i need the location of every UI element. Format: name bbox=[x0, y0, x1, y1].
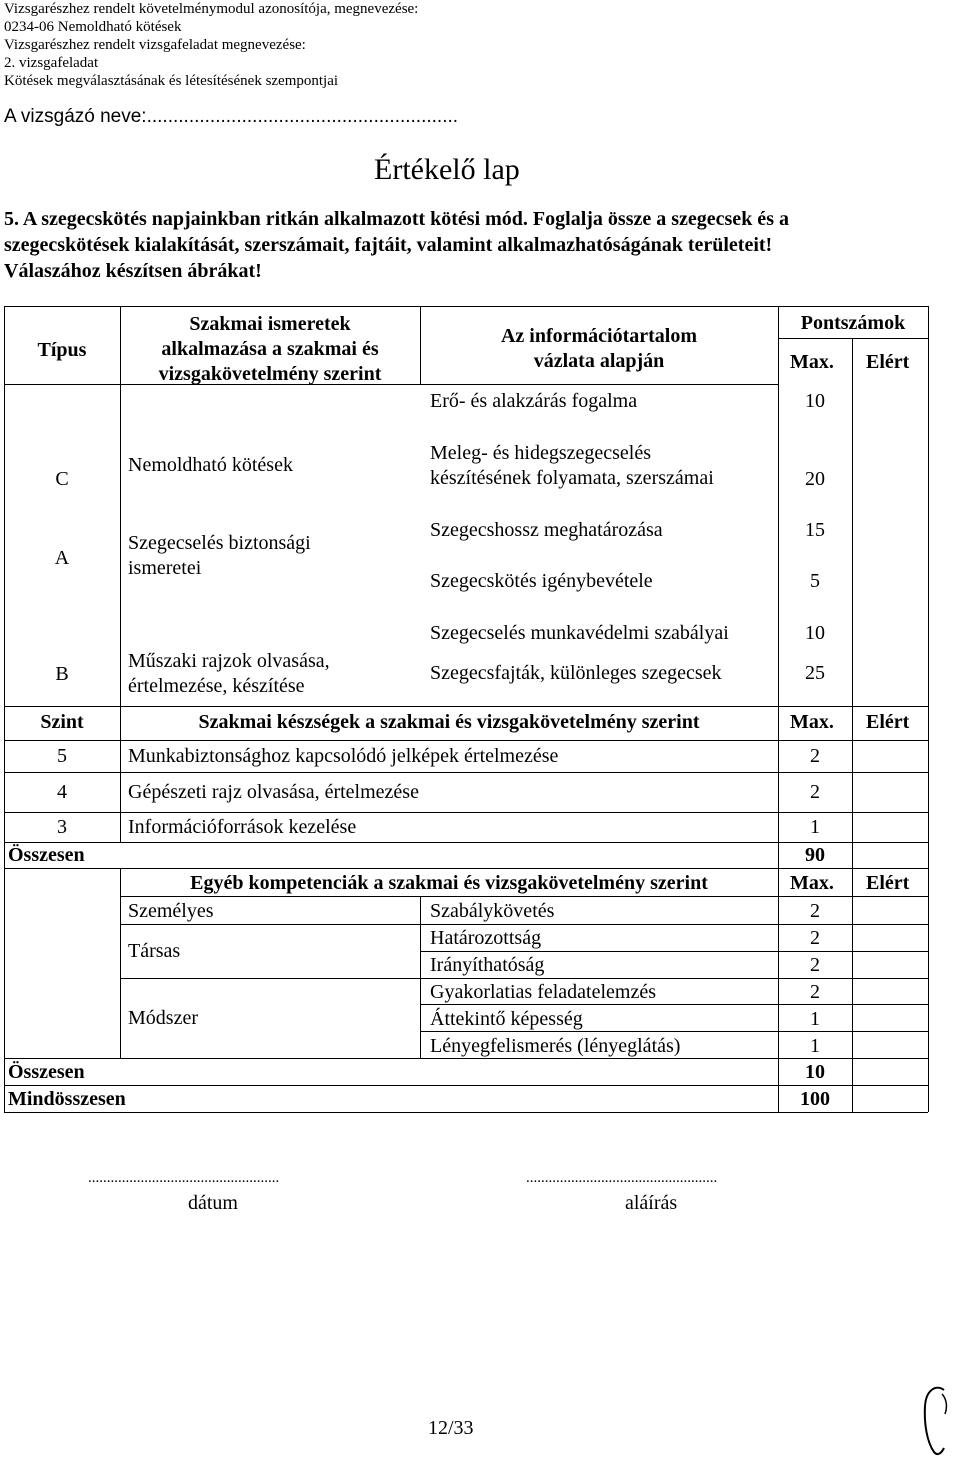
candidate-name-field: A vizsgázó neve:........................................................... bbox=[4, 106, 459, 127]
competency-item: Gyakorlatias feladatelemzés bbox=[430, 981, 656, 1003]
points-header: Pontszámok bbox=[800, 312, 906, 334]
comp-max-header: Max. bbox=[790, 872, 834, 894]
date-line: ................................................... bbox=[88, 1170, 280, 1186]
grand-total: 100 bbox=[800, 1088, 830, 1110]
skills-achieved-header: Elért bbox=[866, 711, 910, 733]
comp-total: 10 bbox=[805, 1061, 825, 1083]
method-label: Módszer bbox=[128, 1007, 198, 1029]
prof-header-2: alkalmazása a szakmai és bbox=[161, 338, 379, 360]
max-b-1: 10 bbox=[805, 622, 825, 644]
competency-max: 2 bbox=[810, 954, 820, 976]
skills-max-header: Max. bbox=[790, 711, 834, 733]
task-line-3: Válaszához készítsen ábrákat! bbox=[4, 260, 262, 282]
task-line-2: szegecskötések kialakítását, szerszámait, fajtáit, valamint alkalmazhatóságának területeit! bbox=[4, 234, 773, 256]
competency-item: Határozottság bbox=[430, 927, 542, 949]
module-name: 0234-06 Nemoldható kötések bbox=[4, 19, 182, 35]
page-number: 12/33 bbox=[428, 1417, 474, 1439]
info-a-1: Szegecshossz meghatározása bbox=[430, 519, 663, 541]
skill-max: 2 bbox=[810, 781, 820, 803]
skill-level: 4 bbox=[57, 781, 67, 803]
info-b-1: Szegecselés munkavédelmi szabályai bbox=[430, 622, 729, 644]
prof-b-2: értelmezése, készítése bbox=[128, 675, 305, 697]
prof-header-3: vizsgakövetelmény szerint bbox=[158, 363, 382, 385]
signature-label: aláírás bbox=[625, 1192, 678, 1214]
info-b-2: Szegecsfajták, különleges szegecsek bbox=[430, 662, 722, 684]
skills-header: Szakmai készségek a szakmai és vizsgakövetelmény szerint bbox=[198, 711, 700, 733]
signature-line: ................................................... bbox=[526, 1170, 718, 1186]
date-label: dátum bbox=[188, 1192, 238, 1214]
competency-max: 2 bbox=[810, 900, 820, 922]
module-label: Vizsgarészhez rendelt követelménymodul azonosítója, megnevezése: bbox=[4, 1, 419, 17]
skill-level: 3 bbox=[57, 816, 67, 838]
task-name: Kötések megválasztásának és létesítésének szempontjai bbox=[4, 73, 339, 89]
type-b: B bbox=[55, 663, 69, 685]
skill-max: 1 bbox=[810, 816, 820, 838]
prof-c: Nemoldható kötések bbox=[128, 454, 293, 476]
competency-max: 2 bbox=[810, 981, 820, 1003]
skill-text: Munkabiztonsághoz kapcsolódó jelképek értelmezése bbox=[128, 745, 559, 767]
prof-b-1: Műszaki rajzok olvasása, bbox=[128, 650, 330, 672]
info-header-1: Az információtartalom bbox=[500, 325, 698, 347]
competency-item: Lényegfelismerés (lényeglátás) bbox=[430, 1035, 681, 1057]
prof-header-1: Szakmai ismeretek bbox=[189, 313, 351, 335]
competency-item: Szabálykövetés bbox=[430, 900, 555, 922]
comp-achieved-header: Elért bbox=[866, 872, 910, 894]
info-c-2a: Meleg- és hidegszegecselés bbox=[430, 442, 652, 464]
personal-label: Személyes bbox=[128, 900, 214, 922]
skill-text: Információforrások kezelése bbox=[128, 816, 357, 838]
max-c-1: 10 bbox=[805, 390, 825, 412]
grand-total-label: Mindösszesen bbox=[8, 1088, 126, 1110]
competency-max: 1 bbox=[810, 1035, 820, 1057]
max-header: Max. bbox=[790, 351, 834, 373]
competency-max: 2 bbox=[810, 927, 820, 949]
page-title: Értékelő lap bbox=[374, 153, 520, 186]
skill-text: Gépészeti rajz olvasása, értelmezése bbox=[128, 781, 419, 803]
type-header: Típus bbox=[37, 339, 87, 361]
max-b-2: 25 bbox=[805, 662, 825, 684]
skills-total: 90 bbox=[805, 844, 825, 866]
competencies-header: Egyéb kompetenciák a szakmai és vizsgakövetelmény szerint bbox=[190, 872, 708, 894]
max-c-2: 20 bbox=[805, 468, 825, 490]
social-label: Társas bbox=[128, 940, 181, 962]
task-label: Vizsgarészhez rendelt vizsgafeladat megnevezése: bbox=[4, 37, 306, 53]
type-a: A bbox=[54, 547, 70, 569]
skill-max: 2 bbox=[810, 745, 820, 767]
prof-a-2: ismeretei bbox=[128, 557, 202, 579]
task-number: 2. vizsgafeladat bbox=[4, 55, 99, 71]
competency-item: Áttekintő képesség bbox=[430, 1008, 583, 1030]
task-line-1: 5. A szegecskötés napjainkban ritkán alkalmazott kötési mód. Foglalja össze a szegecsek és a bbox=[4, 208, 789, 230]
level-header: Szint bbox=[40, 711, 84, 733]
info-a-2: Szegecskötés igénybevétele bbox=[430, 570, 653, 592]
skill-level: 5 bbox=[57, 745, 67, 767]
signature-mark bbox=[918, 1384, 954, 1458]
achieved-header: Elért bbox=[866, 351, 910, 373]
competency-item: Irányíthatóság bbox=[430, 954, 545, 976]
max-a-2: 5 bbox=[810, 570, 820, 592]
skills-total-label: Összesen bbox=[8, 844, 85, 866]
info-c-2b: készítésének folyamata, szerszámai bbox=[430, 467, 714, 489]
prof-a-1: Szegecselés biztonsági bbox=[128, 532, 311, 554]
competency-max: 1 bbox=[810, 1008, 820, 1030]
comp-total-label: Összesen bbox=[8, 1061, 85, 1083]
type-c: C bbox=[55, 468, 69, 490]
info-header-2: vázlata alapján bbox=[533, 350, 665, 372]
max-a-1: 15 bbox=[805, 519, 825, 541]
info-c-1: Erő- és alakzárás fogalma bbox=[430, 390, 638, 412]
